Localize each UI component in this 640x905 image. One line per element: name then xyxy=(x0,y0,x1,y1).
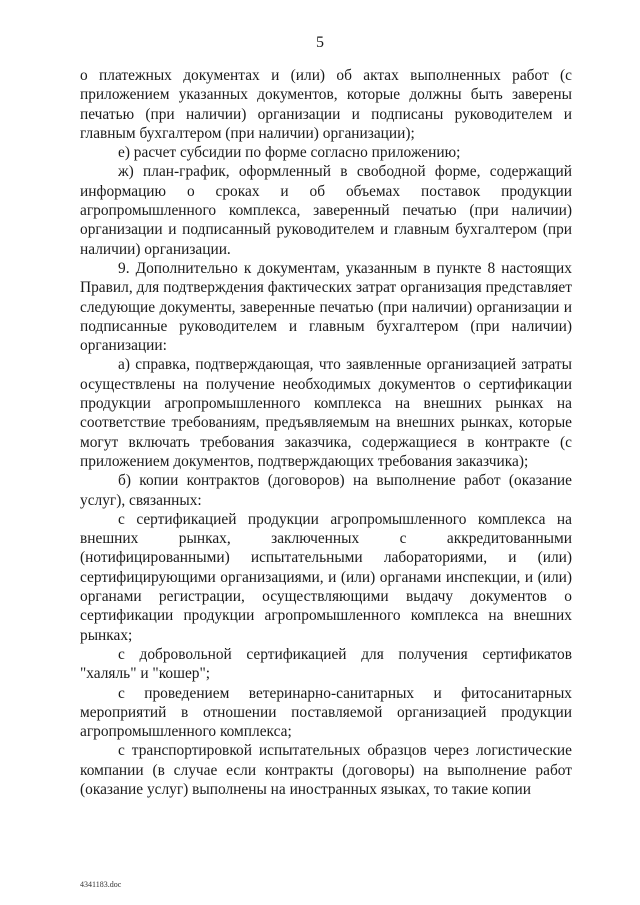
paragraph-zh-schedule: ж) план-график, оформленный в свободной форме, содержащий информацию о сроках и об объемах поставок продукции агропромышленного комплекса, заверенный печатью (при наличии) организации и подписанный руководителем и главным бухгалтером (при наличии) организации. xyxy=(80,163,572,258)
paragraph-transport-samples: с транспортировкой испытательных образцов через логистические компании (в случае если контракты (договоры) на выполнение работ (оказание услуг) выполнены на иностранных языках, то такие копии xyxy=(80,742,572,798)
document-body xyxy=(80,66,572,799)
paragraph-payment-docs: о платежных документах и (или) об актах выполненных работ (с приложением указанных документов, которые должны быть заверены печатью (при наличии) организации и подписаны руководителем и главным бухгалтером (при наличии) организации); xyxy=(80,67,572,142)
paragraph-halal-kosher: с добровольной сертификацией для получения сертификатов "халяль" и "кошер"; xyxy=(80,645,572,683)
paragraph-e-subsidy-calc: е) расчет субсидии по форме согласно приложению; xyxy=(118,144,461,162)
paragraph-certification-external-markets: с сертификацией продукции агропромышленного комплекса на внешних рынках, заключенных с аккредитованными (нотифицированными) испытательными лабораториями, и (или) сертифицирующими организациями, и (или) органами инспекции, и (или) органами регистрации, осуществляющими выдачу документов о сертификации продукции агропромышленного комплекса на внешних рынках; xyxy=(80,510,572,644)
paragraph-a-certificate: а) справка, подтверждающая, что заявленные организацией затраты осуществлены на получение необходимых документов о сертификации продукции агропромышленного комплекса на внешних рынках на соответствие требованиям, предъявляемым на внешних рынках, которые могут включать требования заказчика, содержащиеся в контракте (с приложением документов, подтверждающих требования заказчика); xyxy=(80,356,572,470)
paragraph-9-additional-docs: 9. Дополнительно к документам, указанным в пункте 8 настоящих Правил, для подтверждения фактических затрат организация представляет следующие документы, заверенные печатью (при наличии) организации и подписанные руководителем и главным бухгалтером (при наличии) организации: xyxy=(80,259,572,355)
page-number: 5 xyxy=(316,34,324,51)
file-name-footer: 4341183.doc xyxy=(80,880,122,889)
paragraph-b-contract-copies: б) копии контрактов (договоров) на выполнение работ (оказание услуг), связанных: xyxy=(80,472,572,509)
paragraph-veterinary-measures: с проведением ветеринарно-санитарных и фитосанитарных мероприятий в отношении поставляемой организацией продукции агропромышленного комплекса; xyxy=(80,684,572,741)
